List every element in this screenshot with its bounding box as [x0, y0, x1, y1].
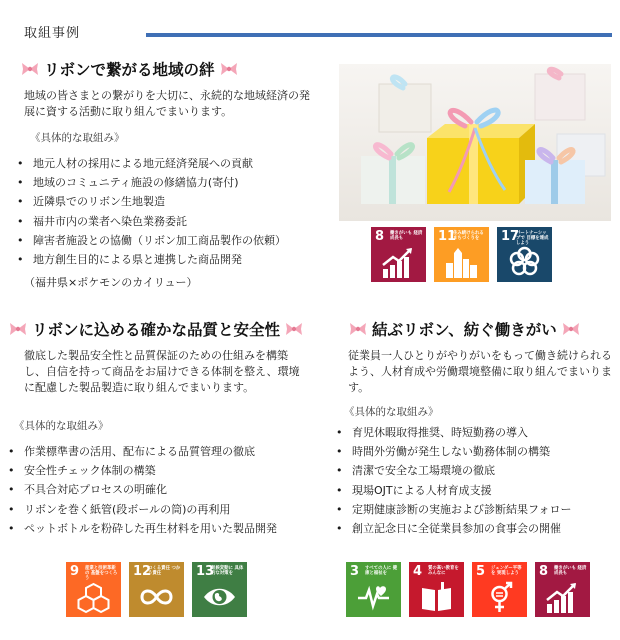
sdg-goal-11-icon: 11 住み続けられる まちづくりを — [434, 227, 489, 282]
section1-subhead: 《具体的な取組み》 — [30, 132, 125, 144]
sdg-icons-bottom-left — [66, 562, 247, 617]
list-item: • 福井市内の業者へ染色業務委託 — [17, 212, 286, 231]
growth-chart-icon — [381, 245, 416, 279]
eye-globe-icon — [202, 580, 237, 614]
sdg-goal-4-icon: 4 質の高い教育を みんなに — [409, 562, 464, 617]
partnership-flower-icon — [507, 245, 542, 279]
list-item: • 障害者施設との協働（リボン加工商品製作の依頼） — [17, 231, 286, 250]
section3-title — [344, 318, 585, 340]
sdg-goal-9-icon: 9 産業と技術革新の 基盤をつくろう — [66, 562, 121, 617]
sdg-icons-bottom-right — [346, 562, 590, 617]
sdg-goal-8-icon: 8 働きがいも 経済成長も — [371, 227, 426, 282]
list-item: • 作業標準書の活用、配布による品質管理の徹底 — [8, 442, 277, 461]
list-item: • 地方創生目的による県と連携した商品開発 — [17, 250, 286, 269]
sdg-goal-12-icon: 12 つくる責任 つかう責任 — [129, 562, 184, 617]
list-item: • 地元人材の採用による地元経済発展への貢献 — [17, 154, 286, 173]
sdg-goal-17-icon: 17 パートナーシップで 目標を達成しよう — [497, 227, 552, 282]
sdg-goal-3-icon: 3 すべての人に 健康と福祉を — [346, 562, 401, 617]
section1-list — [17, 154, 286, 269]
list-item: • 創立記念日に全従業員参加の食事会の開催 — [336, 519, 571, 538]
ribbon-icon — [21, 62, 39, 76]
section2-title — [4, 318, 308, 340]
section3-intro: 従業員一人ひとりがやりがいをもって働き続けられるよう、人材育成や労働環境整備に取り組んでまいります。 — [348, 349, 612, 394]
ribbon-icon — [9, 322, 27, 336]
sdg-goal-13-icon: 13 気候変動に 具体的な対策を — [192, 562, 247, 617]
gift-boxes-photo — [339, 64, 611, 221]
list-item: • 不具合対応プロセスの明確化 — [8, 480, 277, 499]
list-item: • リボンを巻く紙管(段ボールの筒)の再利用 — [8, 500, 277, 519]
gender-icon — [482, 580, 517, 614]
ribbon-icon — [285, 322, 303, 336]
section-header-label: 取組事例 — [24, 26, 81, 41]
list-item: • 現場OJTによる人材育成支援 — [336, 481, 571, 500]
list-item: • 地域のコミュニティ施設の修繕協力(寄付) — [17, 173, 286, 192]
section2-title-text: リボンに込める確かな品質と安全性 — [32, 321, 281, 339]
sdg-goal-8-icon: 8 働きがいも 経済成長も — [535, 562, 590, 617]
section1-title-text: リボンで繋がる地域の絆 — [44, 61, 215, 79]
infinity-icon — [139, 580, 174, 614]
list-item: • 時間外労働が発生しない勤務体制の構築 — [336, 442, 571, 461]
list-item: • 近隣県でのリボン生地製造 — [17, 192, 286, 211]
section2-subhead: 《具体的な取組み》 — [14, 420, 109, 432]
ribbon-icon — [220, 62, 238, 76]
sdg-goal-5-icon: 5 ジェンダー平等を 実現しよう — [472, 562, 527, 617]
section1-title — [16, 58, 243, 80]
book-icon — [419, 580, 454, 614]
section1-note: （福井県×ポケモンのカイリュー） — [24, 276, 198, 289]
section3-list — [336, 423, 571, 538]
list-item: • 清潔で安全な工場環境の徹底 — [336, 461, 571, 480]
section3-title-text: 結ぶリボン、紡ぐ働きがい — [372, 321, 557, 339]
section2-intro: 徹底した製品安全性と品質保証のための仕組みを構築し、自信を持って商品をお届けできる体制を整え、環境に配慮した製品製造に取り組んでまいります。 — [24, 349, 300, 394]
list-item: • 定期健康診断の実施および診断結果フォロー — [336, 500, 571, 519]
city-buildings-icon — [444, 245, 479, 279]
ribbon-icon — [349, 322, 367, 336]
list-item: • ペットボトルを粉砕した再生材料を用いた製品開発 — [8, 519, 277, 538]
list-item: • 安全性チェック体制の構築 — [8, 461, 277, 480]
list-item: • 育児休暇取得推奨、時短勤務の導入 — [336, 423, 571, 442]
growth-chart-icon — [545, 580, 580, 614]
sdg-icons-top — [371, 227, 552, 282]
heartbeat-icon — [356, 580, 391, 614]
section2-list — [8, 442, 277, 538]
cubes-icon — [76, 580, 111, 614]
header-divider — [146, 33, 612, 37]
section1-intro: 地域の皆さまとの繋がりを大切に、永続的な地域経済の発展に資する活動に取り組んでまいります。 — [24, 89, 310, 118]
ribbon-icon — [562, 322, 580, 336]
section3-subhead: 《具体的な取組み》 — [344, 406, 439, 418]
